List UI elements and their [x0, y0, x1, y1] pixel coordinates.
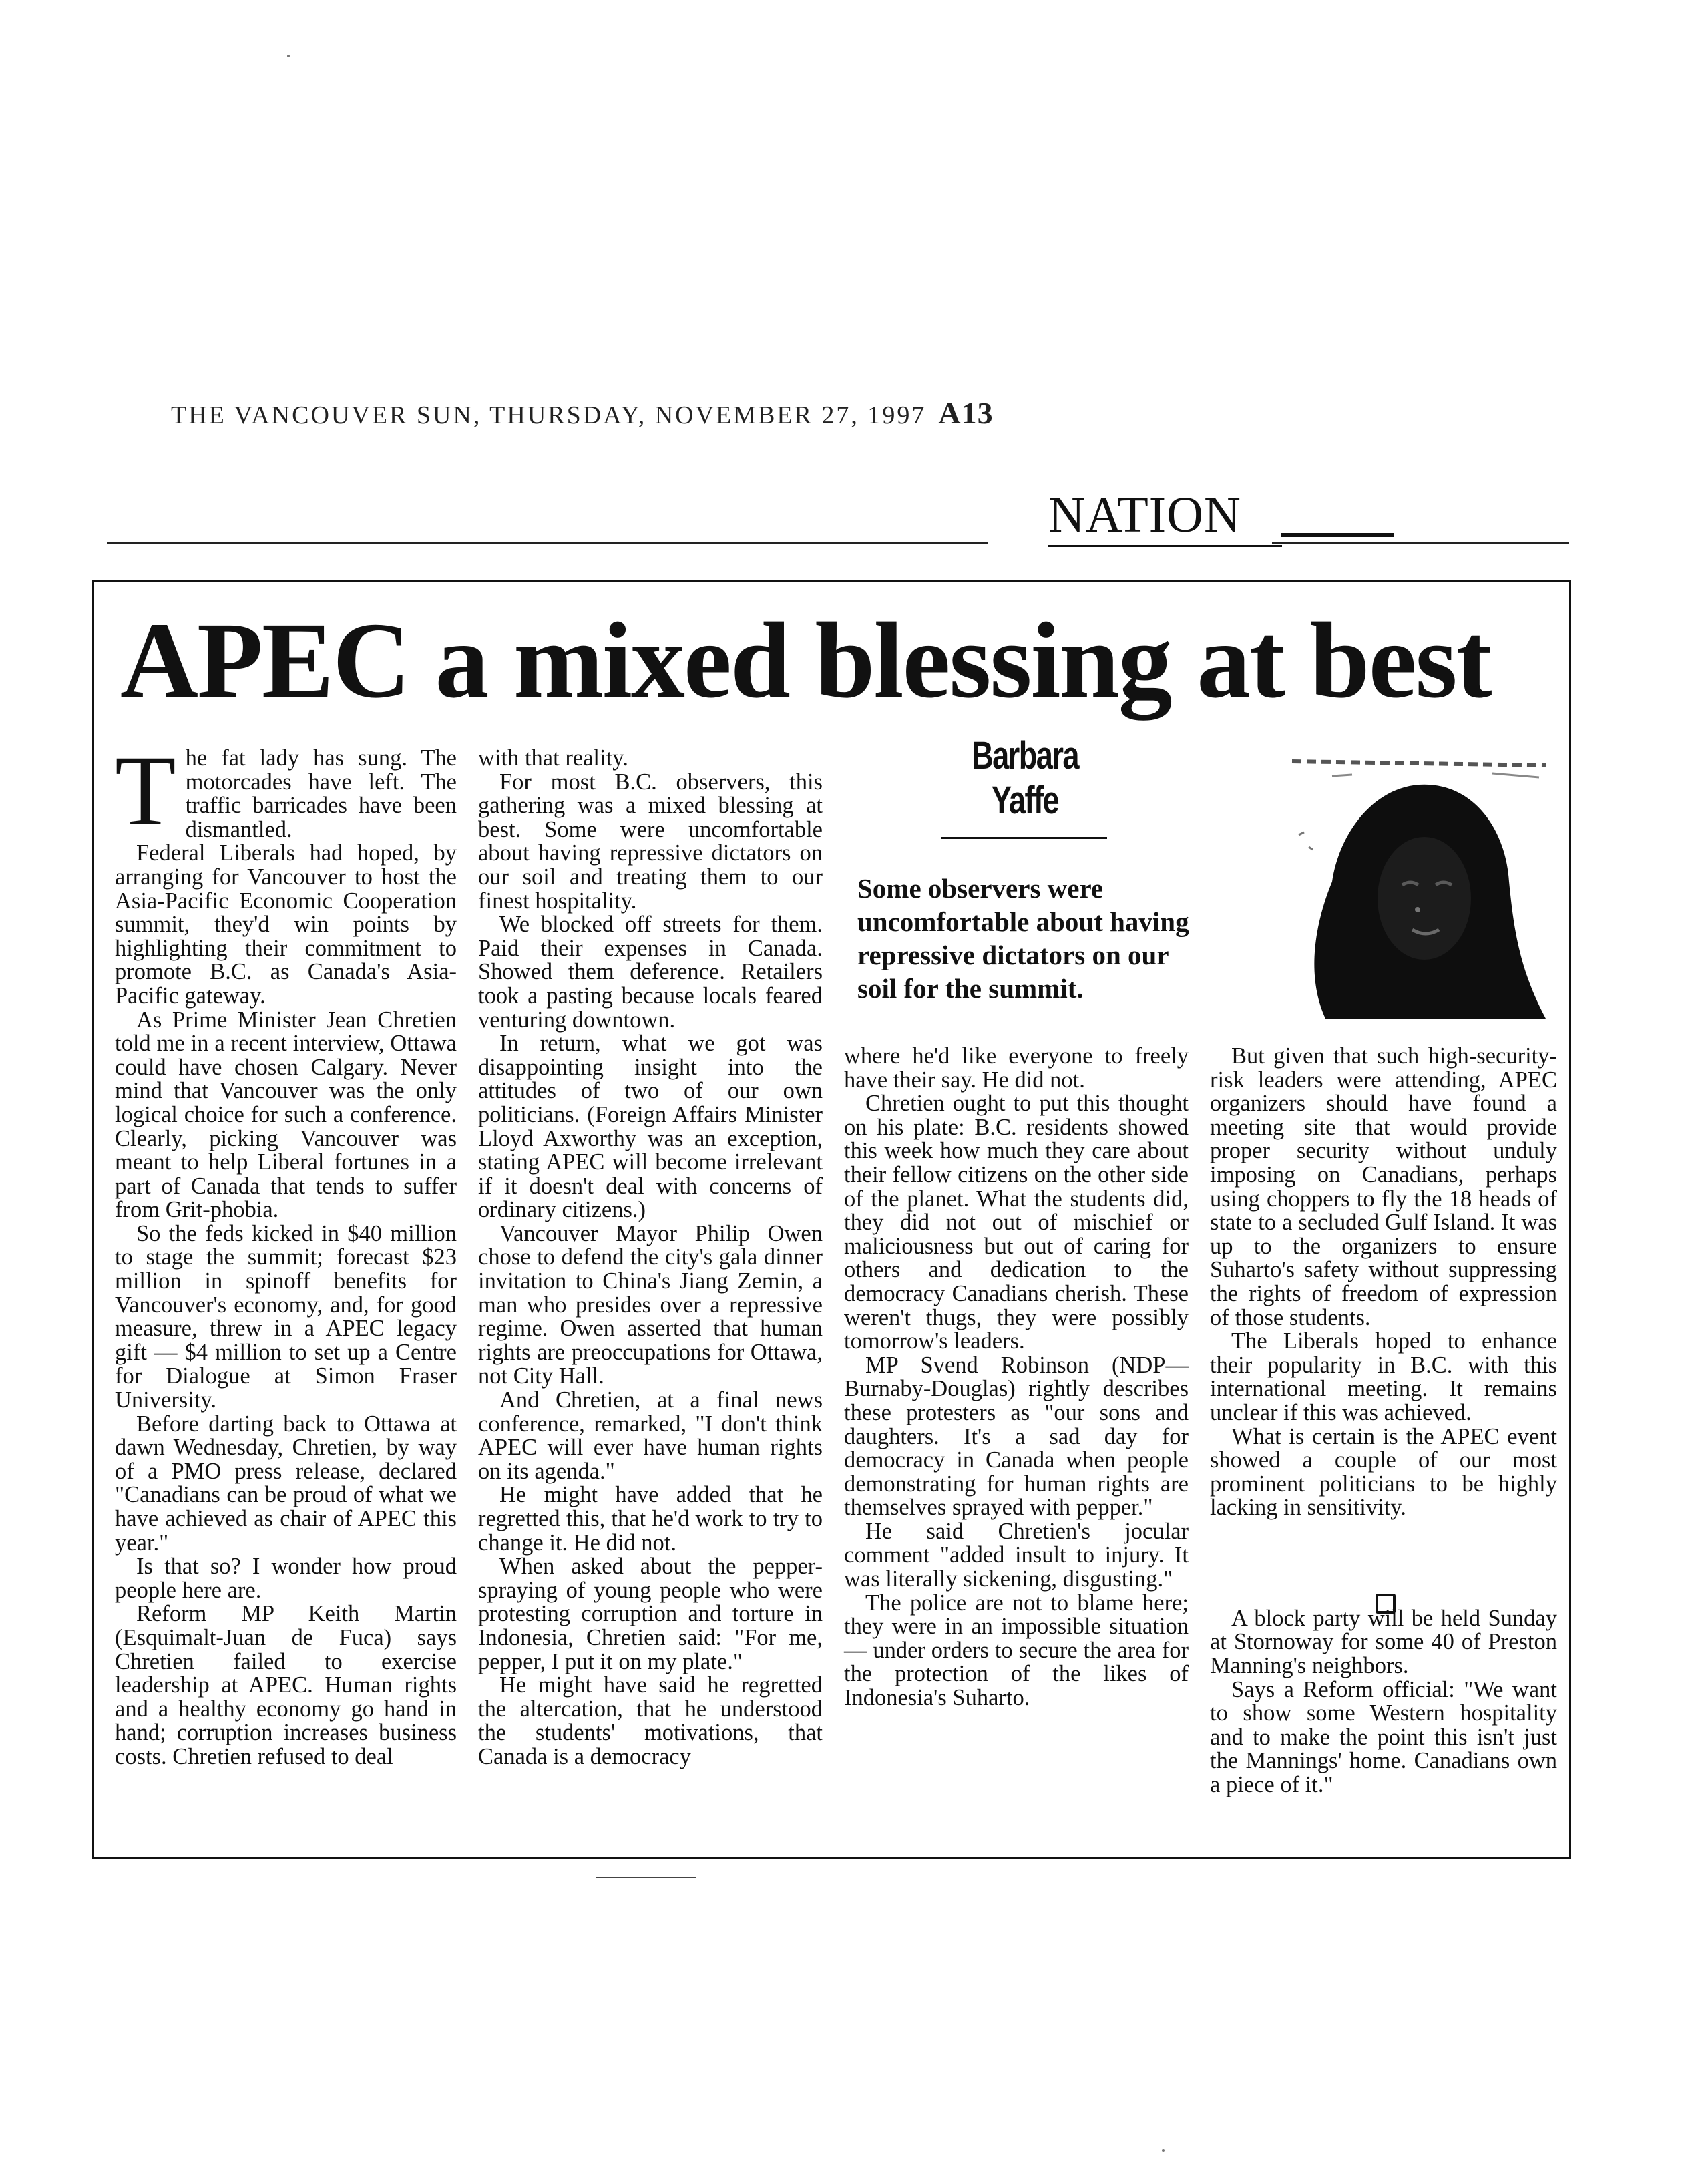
- article-paragraph: Federal Liberals had hoped, by arranging for Vancouver to host the Asia-Pacific Economic Cooperation summit, they'd win points by highlighting their commitment to promote B.C. as Canada's Asia-Pacific gateway.: [115, 840, 457, 1009]
- page-number: A13: [938, 396, 994, 430]
- article-paragraph: Reform MP Keith Martin (Esquimalt-Juan de Fuca) says Chretien failed to exercise leadership at APEC. Human rights and a healthy economy go hand in hand; corruption increases business costs. Chretien refused to deal: [115, 1601, 457, 1769]
- first-paragraph-text: he fat lady has sung. The motorcades have left. The traffic barricades have been dismantled.: [185, 745, 457, 842]
- section-label: NATION: [1048, 485, 1282, 547]
- section-rule-right: [1272, 542, 1569, 544]
- newspaper-masthead: [171, 395, 994, 431]
- article-paragraph: As Prime Minister Jean Chretien told me in a recent interview, Ottawa could have chosen Calgary. Never mind that Vancouver was the only logical choice for such a conference. Clearly, picking Vancouver was meant to help Liberal fortunes in a part of Canada that tends to suffer from Grit-phobia.: [115, 1007, 457, 1223]
- section-rule-left: [107, 542, 988, 544]
- article-column-2: [478, 747, 823, 1769]
- pull-quote: Some observers were uncomfortable about having repressive dictators on our soil for the summit.: [857, 873, 1189, 1004]
- section-rule-tail: [1281, 533, 1394, 537]
- column-1-body: [115, 842, 457, 1769]
- article-paragraph: Vancouver Mayor Philip Owen chose to defend the city's gala dinner invitation to China's Jiang Zemin, a man who presides over a repressive regime. Owen asserted that human rights are preoccupations for Ottawa, not City Hall.: [478, 1220, 823, 1389]
- article-paragraph: And Chretien, at a final news conference, remarked, "I don't think APEC will ever have human rights on its agenda.": [478, 1387, 823, 1484]
- column-4-brief: [1210, 1607, 1557, 1797]
- article-paragraph: He might have said he regretted the altercation, that he understood the students' motivations, that Canada is a democracy: [478, 1672, 823, 1769]
- article-headline: APEC a mixed blessing at best: [120, 601, 1491, 721]
- article-column-1: [115, 735, 457, 1769]
- article-paragraph: A block party will be held Sunday at Stornoway for some 40 of Preston Manning's neighbors.: [1210, 1605, 1557, 1679]
- article-paragraph: Before darting back to Ottawa at dawn Wednesday, Chretien, by way of a PMO press release, declared "Canadians can be proud of what we have achieved as chair of APEC this year.": [115, 1411, 457, 1556]
- article-paragraph: For most B.C. observers, this gathering was a mixed blessing at best. Some were uncomfortable about having repressive dictators on our soil and treating them to our finest hospitality.: [478, 769, 823, 914]
- article-paragraph: Is that so? I wonder how proud people here are.: [115, 1554, 457, 1603]
- article-paragraph: He might have added that he regretted this, that he'd work to try to change it. He did not.: [478, 1482, 823, 1556]
- article-paragraph: In return, what we got was disappointing insight into the attitudes of two of our own politicians. (Foreign Affairs Minister Lloyd Axworthy was an exception, stating APEC will become irrelevant if it doesn't deal with concerns of ordinary citizens.): [478, 1031, 823, 1223]
- article-paragraph: He said Chretien's jocular comment "added insult to injury. It was literally sickening, disgusting.": [844, 1518, 1189, 1592]
- article-column-4: [1210, 1045, 1557, 1797]
- article-paragraph: Chretien ought to put this thought on his plate: B.C. residents showed this week how much they care about their fellow citizens on the other side of the planet. What the students did, they did not out of mischief or maliciousness but out of caring for others and dedication to the democracy Canadians cherish. These weren't thugs, they were possibly tomorrow's leaders.: [844, 1091, 1189, 1354]
- columnist-photo: [1252, 755, 1559, 1022]
- scan-speck: [1162, 2149, 1165, 2152]
- drop-cap: T: [115, 735, 176, 846]
- article-paragraph: When asked about the pepper-spraying of young people who were protesting corruption and torture in Indonesia, Chretien said: "For me, pepper, I put it on my plate.": [478, 1554, 823, 1674]
- column-4-body: [1210, 1045, 1557, 1520]
- end-of-story-mark: [1376, 1594, 1396, 1614]
- author-byline: Barbara Yaffe: [971, 734, 1079, 822]
- article-paragraph: But given that such high-security-risk leaders were attending, APEC organizers should have found a meeting site that would provide proper security without unduly imposing on Canadians, perhaps using choppers to fly the 18 heads of state to a secluded Gulf Island. It was up to the organizers to ensure Suharto's safety without suppressing the rights of freedom of expression of those students.: [1210, 1043, 1557, 1330]
- article-paragraph: Says a Reform official: "We want to show some Western hospitality and to make the point this isn't just the Mannings' home. Canadians own a piece of it.": [1210, 1676, 1557, 1798]
- columnist-portrait-icon: [1252, 755, 1559, 1022]
- article-paragraph: where he'd like everyone to freely have their say. He did not.: [844, 1043, 1189, 1093]
- article-paragraph: with that reality.: [478, 745, 628, 771]
- article-paragraph: The police are not to blame here; they were in an impossible situation — under orders to secure the area for the protection of the likes of Indonesia's Suharto.: [844, 1590, 1189, 1711]
- article-paragraph: We blocked off streets for them. Paid their expenses in Canada. Showed them deference. Retailers took a pasting because locals feared venturing downtown.: [478, 912, 823, 1033]
- article-column-3: [844, 1045, 1189, 1710]
- scan-speck: [287, 55, 290, 57]
- article-paragraph: [115, 735, 457, 846]
- article-paragraph: The Liberals hoped to enhance their popularity in B.C. with this international meeting. It remains unclear if this was achieved.: [1210, 1328, 1557, 1425]
- article-paragraph: So the feds kicked in $40 million to stage the summit; forecast $23 million in spinoff benefits for Vancouver's economy, and, for good measure, threw in a APEC legacy gift — $4 million to set up a Centre for Dialogue at Simon Fraser University.: [115, 1220, 457, 1413]
- article-paragraph: MP Svend Robinson (NDP—Burnaby-Douglas) rightly describes these protesters as "our sons and daughters. It's a sad day for democracy in Canada when people demonstrating for human rights are themselves sprayed with pepper.": [844, 1352, 1189, 1521]
- masthead-text: THE VANCOUVER SUN, THURSDAY, NOVEMBER 27, 1997: [171, 401, 927, 429]
- footer-rule: [596, 1877, 696, 1878]
- article-paragraph: What is certain is the APEC event showed a couple of our most prominent politicians to be highly lacking in sensitivity.: [1210, 1423, 1557, 1521]
- byline-rule: [941, 837, 1107, 839]
